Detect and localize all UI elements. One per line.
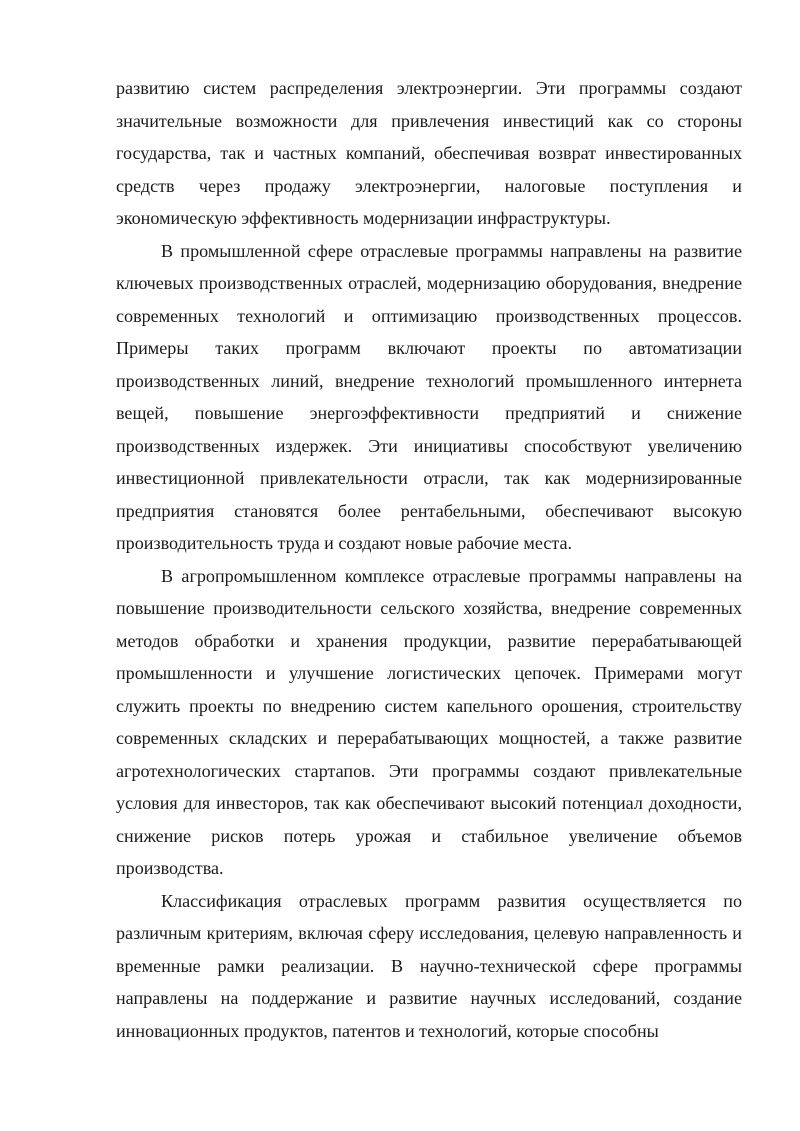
paragraph-industry: В промышленной сфере отраслевые программы направлены на развитие ключевых производственных отраслей, модернизацию оборудования, внедрение современных технологий и оптимизацию производственных процессов. Примеры таких программ включают проекты по автоматизации производственных линий, внедрение технологий промышленного интернета вещей, повышение энергоэффективности предприятий и снижение производственных издержек. Эти инициативы способствуют увеличению инвестиционной привлекательности отрасли, так как модернизированные предприятия становятся более рентабельными, обеспечивают высокую производительность труда и создают новые рабочие места.: [116, 240, 742, 553]
paragraph-agriculture: В агропромышленном комплексе отраслевые программы направлены на повышение производительности сельского хозяйства, внедрение современных методов обработки и хранения продукции, развитие перерабатывающей промышленности и улучшение логистических цепочек. Примерами могут служить проекты по внедрению систем капельного орошения, строительству современных складских и перерабатывающих мощностей, а также развитие агротехнологических стартапов. Эти программы создают привлекательные условия для инвесторов, так как обеспечивают высокий потенциал доходности, снижение рисков потерь урожая и стабильное увеличение объемов производства.: [116, 565, 742, 878]
body-text: [116, 72, 742, 1047]
paragraph-classification: Классификация отраслевых программ развития осуществляется по различным критериям, включая сферу исследования, целевую направленность и временные рамки реализации. В научно-технической сфере программы направлены на поддержание и развитие научных исследований, создание инновационных продуктов, патентов и технологий, которые способны: [116, 890, 742, 1041]
paragraph-electricity: развитию систем распределения электроэнергии. Эти программы создают значительные возможности для привлечения инвестиций как со стороны государства, так и частных компаний, обеспечивая возврат инвестированных средств через продажу электроэнергии, налоговые поступления и экономическую эффективность модернизации инфраструктуры.: [116, 78, 742, 228]
